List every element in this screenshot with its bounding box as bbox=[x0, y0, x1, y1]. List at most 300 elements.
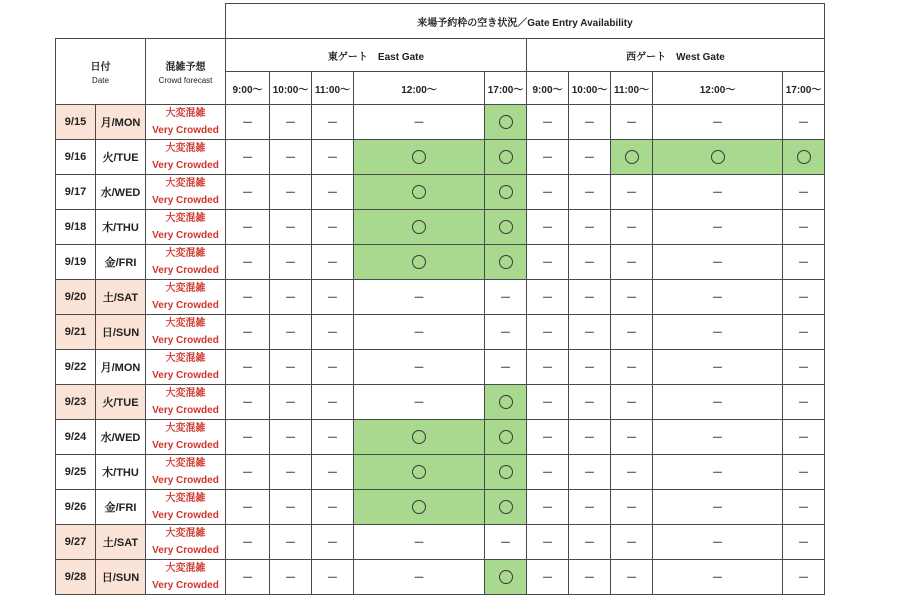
west-slot-unavailable bbox=[569, 525, 611, 560]
east-slot-unavailable bbox=[312, 350, 354, 385]
table-title: 来場予約枠の空き状況／Gate Entry Availability bbox=[226, 4, 825, 39]
west-slot-unavailable bbox=[783, 105, 825, 140]
weekday-cell: 水/WED bbox=[96, 175, 146, 210]
east-slot-unavailable bbox=[312, 525, 354, 560]
crowd-forecast-en: Very Crowded bbox=[152, 195, 219, 206]
unavailable-dash: － bbox=[798, 362, 809, 374]
unavailable-dash: － bbox=[712, 432, 723, 444]
crowd-forecast-jp: 大変混雑 bbox=[165, 563, 206, 574]
west-slot-unavailable bbox=[653, 490, 783, 525]
east-slot-available bbox=[485, 385, 527, 420]
crowd-forecast-jp: 大変混雑 bbox=[165, 248, 206, 259]
unavailable-dash: － bbox=[584, 152, 595, 164]
unavailable-dash: － bbox=[542, 502, 553, 514]
unavailable-dash: － bbox=[285, 292, 296, 304]
header-spacer bbox=[56, 4, 226, 39]
crowd-forecast-en: Very Crowded bbox=[152, 370, 219, 381]
west-slot-unavailable bbox=[653, 350, 783, 385]
available-circle-icon bbox=[499, 570, 513, 584]
east-slot-unavailable bbox=[312, 455, 354, 490]
unavailable-dash: － bbox=[500, 537, 511, 549]
east-time-slot-header: 17:00～ bbox=[485, 72, 527, 105]
east-slot-unavailable bbox=[354, 280, 485, 315]
unavailable-dash: － bbox=[413, 362, 425, 374]
east-slot-unavailable bbox=[226, 385, 270, 420]
east-slot-unavailable bbox=[226, 350, 270, 385]
crowd-forecast-cell bbox=[146, 490, 226, 525]
unavailable-dash: － bbox=[285, 362, 296, 374]
east-slot-unavailable bbox=[226, 140, 270, 175]
date-header-en: Date bbox=[92, 76, 109, 85]
unavailable-dash: － bbox=[626, 327, 637, 339]
east-slot-unavailable bbox=[270, 525, 312, 560]
unavailable-dash: － bbox=[542, 467, 553, 479]
west-slot-unavailable bbox=[611, 105, 653, 140]
table-row bbox=[56, 105, 825, 140]
east-time-slot-header: 11:00～ bbox=[312, 72, 354, 105]
crowd-forecast-jp: 大変混雑 bbox=[165, 493, 206, 504]
west-slot-unavailable bbox=[569, 315, 611, 350]
table-row bbox=[56, 280, 825, 315]
weekday-cell: 金/FRI bbox=[96, 245, 146, 280]
west-slot-unavailable bbox=[611, 315, 653, 350]
unavailable-dash: － bbox=[327, 397, 338, 409]
date-cell: 9/22 bbox=[56, 350, 96, 385]
unavailable-dash: － bbox=[285, 327, 296, 339]
west-slot-unavailable bbox=[527, 385, 569, 420]
available-circle-icon bbox=[711, 150, 725, 164]
unavailable-dash: － bbox=[285, 537, 296, 549]
crowd-forecast-en: Very Crowded bbox=[152, 230, 219, 241]
date-cell: 9/19 bbox=[56, 245, 96, 280]
east-slot-unavailable bbox=[270, 420, 312, 455]
table-row bbox=[56, 350, 825, 385]
crowd-forecast-cell bbox=[146, 385, 226, 420]
crowd-forecast-en: Very Crowded bbox=[152, 475, 219, 486]
west-slot-unavailable bbox=[653, 280, 783, 315]
unavailable-dash: － bbox=[242, 187, 253, 199]
unavailable-dash: － bbox=[413, 292, 425, 304]
west-slot-unavailable bbox=[527, 315, 569, 350]
crowd-forecast-jp: 大変混雑 bbox=[165, 213, 206, 224]
east-slot-available bbox=[485, 455, 527, 490]
west-slot-unavailable bbox=[783, 315, 825, 350]
date-cell: 9/26 bbox=[56, 490, 96, 525]
unavailable-dash: － bbox=[626, 187, 637, 199]
west-slot-unavailable bbox=[783, 560, 825, 595]
crowd-forecast-jp: 大変混雑 bbox=[165, 353, 206, 364]
crowd-forecast-en: Very Crowded bbox=[152, 265, 219, 276]
date-cell: 9/27 bbox=[56, 525, 96, 560]
weekday-cell: 月/MON bbox=[96, 350, 146, 385]
date-cell: 9/18 bbox=[56, 210, 96, 245]
unavailable-dash: － bbox=[798, 117, 809, 129]
unavailable-dash: － bbox=[413, 117, 425, 129]
unavailable-dash: － bbox=[242, 327, 253, 339]
east-slot-unavailable bbox=[270, 315, 312, 350]
west-slot-unavailable bbox=[653, 210, 783, 245]
east-slot-available bbox=[354, 245, 485, 280]
crowd-forecast-en: Very Crowded bbox=[152, 335, 219, 346]
available-circle-icon bbox=[499, 500, 513, 514]
east-slot-available bbox=[354, 455, 485, 490]
unavailable-dash: － bbox=[500, 362, 511, 374]
available-circle-icon bbox=[499, 185, 513, 199]
table-row bbox=[56, 140, 825, 175]
unavailable-dash: － bbox=[542, 222, 553, 234]
table-row bbox=[56, 245, 825, 280]
unavailable-dash: － bbox=[285, 467, 296, 479]
east-slot-unavailable bbox=[312, 175, 354, 210]
unavailable-dash: － bbox=[242, 502, 253, 514]
crowd-forecast-jp: 大変混雑 bbox=[165, 528, 206, 539]
crowd-forecast-cell bbox=[146, 105, 226, 140]
east-slot-unavailable bbox=[354, 105, 485, 140]
east-slot-unavailable bbox=[485, 315, 527, 350]
west-slot-unavailable bbox=[569, 280, 611, 315]
table-row bbox=[56, 315, 825, 350]
unavailable-dash: － bbox=[327, 467, 338, 479]
unavailable-dash: － bbox=[542, 362, 553, 374]
crowd-forecast-jp: 大変混雑 bbox=[165, 423, 206, 434]
unavailable-dash: － bbox=[242, 537, 253, 549]
unavailable-dash: － bbox=[584, 257, 595, 269]
west-slot-unavailable bbox=[653, 245, 783, 280]
east-slot-unavailable bbox=[270, 210, 312, 245]
east-slot-unavailable bbox=[485, 525, 527, 560]
west-slot-unavailable bbox=[569, 455, 611, 490]
west-slot-unavailable bbox=[611, 210, 653, 245]
east-slot-unavailable bbox=[312, 210, 354, 245]
unavailable-dash: － bbox=[542, 292, 553, 304]
unavailable-dash: － bbox=[798, 467, 809, 479]
unavailable-dash: － bbox=[242, 117, 253, 129]
unavailable-dash: － bbox=[798, 432, 809, 444]
unavailable-dash: － bbox=[413, 397, 425, 409]
east-slot-unavailable bbox=[312, 385, 354, 420]
crowd-forecast-jp: 大変混雑 bbox=[165, 143, 206, 154]
west-slot-unavailable bbox=[783, 455, 825, 490]
east-slot-unavailable bbox=[226, 525, 270, 560]
available-circle-icon bbox=[499, 430, 513, 444]
west-slot-unavailable bbox=[569, 175, 611, 210]
crowd-forecast-cell bbox=[146, 210, 226, 245]
east-slot-unavailable bbox=[312, 140, 354, 175]
table-row bbox=[56, 420, 825, 455]
west-slot-unavailable bbox=[783, 280, 825, 315]
available-circle-icon bbox=[499, 255, 513, 269]
west-slot-unavailable bbox=[569, 420, 611, 455]
unavailable-dash: － bbox=[327, 432, 338, 444]
unavailable-dash: － bbox=[542, 572, 553, 584]
east-slot-available bbox=[354, 490, 485, 525]
east-slot-unavailable bbox=[354, 315, 485, 350]
date-cell: 9/17 bbox=[56, 175, 96, 210]
unavailable-dash: － bbox=[798, 222, 809, 234]
west-slot-unavailable bbox=[653, 315, 783, 350]
unavailable-dash: － bbox=[712, 117, 723, 129]
crowd-forecast-jp: 大変混雑 bbox=[165, 178, 206, 189]
unavailable-dash: － bbox=[584, 187, 595, 199]
unavailable-dash: － bbox=[500, 327, 511, 339]
west-slot-unavailable bbox=[783, 385, 825, 420]
crowd-forecast-jp: 大変混雑 bbox=[165, 388, 206, 399]
table-row bbox=[56, 385, 825, 420]
west-slot-unavailable bbox=[527, 420, 569, 455]
west-slot-unavailable bbox=[611, 175, 653, 210]
west-slot-unavailable bbox=[611, 280, 653, 315]
crowd-forecast-jp: 大変混雑 bbox=[165, 108, 206, 119]
west-slot-unavailable bbox=[569, 210, 611, 245]
unavailable-dash: － bbox=[285, 432, 296, 444]
east-slot-unavailable bbox=[312, 245, 354, 280]
unavailable-dash: － bbox=[626, 257, 637, 269]
date-cell: 9/28 bbox=[56, 560, 96, 595]
unavailable-dash: － bbox=[327, 257, 338, 269]
available-circle-icon bbox=[412, 220, 426, 234]
west-slot-unavailable bbox=[783, 245, 825, 280]
crowd-forecast-jp: 大変混雑 bbox=[165, 283, 206, 294]
west-slot-unavailable bbox=[611, 385, 653, 420]
crowd-forecast-cell bbox=[146, 175, 226, 210]
west-slot-unavailable bbox=[611, 350, 653, 385]
east-slot-available bbox=[354, 140, 485, 175]
unavailable-dash: － bbox=[327, 152, 338, 164]
east-slot-available bbox=[485, 105, 527, 140]
west-time-slot-header: 10:00～ bbox=[569, 72, 611, 105]
east-slot-available bbox=[485, 245, 527, 280]
west-slot-unavailable bbox=[783, 350, 825, 385]
unavailable-dash: － bbox=[584, 362, 595, 374]
unavailable-dash: － bbox=[327, 362, 338, 374]
east-slot-unavailable bbox=[312, 105, 354, 140]
available-circle-icon bbox=[499, 220, 513, 234]
unavailable-dash: － bbox=[242, 467, 253, 479]
west-slot-unavailable bbox=[783, 210, 825, 245]
weekday-cell: 土/SAT bbox=[96, 280, 146, 315]
date-cell: 9/23 bbox=[56, 385, 96, 420]
east-slot-available bbox=[485, 420, 527, 455]
unavailable-dash: － bbox=[798, 187, 809, 199]
unavailable-dash: － bbox=[626, 432, 637, 444]
unavailable-dash: － bbox=[285, 502, 296, 514]
unavailable-dash: － bbox=[584, 327, 595, 339]
east-slot-unavailable bbox=[354, 525, 485, 560]
west-slot-available bbox=[783, 140, 825, 175]
west-slot-unavailable bbox=[527, 560, 569, 595]
crowd-forecast-en: Very Crowded bbox=[152, 300, 219, 311]
west-slot-unavailable bbox=[569, 560, 611, 595]
unavailable-dash: － bbox=[626, 397, 637, 409]
table-row bbox=[56, 210, 825, 245]
date-cell: 9/20 bbox=[56, 280, 96, 315]
crowd-forecast-en: Very Crowded bbox=[152, 545, 219, 556]
unavailable-dash: － bbox=[798, 397, 809, 409]
east-gate-header: 東ゲート East Gate bbox=[226, 39, 527, 72]
availability-table bbox=[55, 3, 825, 595]
unavailable-dash: － bbox=[285, 572, 296, 584]
west-slot-unavailable bbox=[569, 105, 611, 140]
east-slot-unavailable bbox=[226, 280, 270, 315]
unavailable-dash: － bbox=[712, 257, 723, 269]
west-slot-unavailable bbox=[527, 105, 569, 140]
west-slot-available bbox=[611, 140, 653, 175]
west-slot-available bbox=[653, 140, 783, 175]
east-slot-unavailable bbox=[270, 350, 312, 385]
unavailable-dash: － bbox=[798, 327, 809, 339]
east-slot-unavailable bbox=[270, 385, 312, 420]
date-cell: 9/15 bbox=[56, 105, 96, 140]
west-gate-header: 西ゲート West Gate bbox=[527, 39, 825, 72]
east-slot-unavailable bbox=[485, 350, 527, 385]
table-row bbox=[56, 525, 825, 560]
east-time-slot-header: 9:00～ bbox=[226, 72, 270, 105]
unavailable-dash: － bbox=[542, 432, 553, 444]
east-slot-available bbox=[485, 560, 527, 595]
unavailable-dash: － bbox=[584, 397, 595, 409]
east-slot-unavailable bbox=[312, 280, 354, 315]
unavailable-dash: － bbox=[327, 187, 338, 199]
east-slot-available bbox=[485, 210, 527, 245]
weekday-cell: 火/TUE bbox=[96, 385, 146, 420]
unavailable-dash: － bbox=[584, 117, 595, 129]
west-slot-unavailable bbox=[527, 350, 569, 385]
east-slot-unavailable bbox=[226, 490, 270, 525]
east-slot-unavailable bbox=[270, 490, 312, 525]
unavailable-dash: － bbox=[242, 432, 253, 444]
available-circle-icon bbox=[412, 255, 426, 269]
west-slot-unavailable bbox=[783, 420, 825, 455]
crowd-header-en: Crowd forecast bbox=[158, 76, 213, 85]
west-slot-unavailable bbox=[569, 490, 611, 525]
unavailable-dash: － bbox=[712, 187, 723, 199]
east-slot-available bbox=[485, 140, 527, 175]
available-circle-icon bbox=[412, 430, 426, 444]
weekday-cell: 水/WED bbox=[96, 420, 146, 455]
west-time-slot-header: 12:00～ bbox=[653, 72, 783, 105]
unavailable-dash: － bbox=[542, 152, 553, 164]
west-slot-unavailable bbox=[527, 525, 569, 560]
crowd-forecast-en: Very Crowded bbox=[152, 510, 219, 521]
west-slot-unavailable bbox=[569, 385, 611, 420]
east-slot-unavailable bbox=[270, 140, 312, 175]
unavailable-dash: － bbox=[285, 397, 296, 409]
east-slot-available bbox=[354, 210, 485, 245]
east-slot-unavailable bbox=[312, 560, 354, 595]
west-time-slot-header: 17:00～ bbox=[783, 72, 825, 105]
west-slot-unavailable bbox=[783, 175, 825, 210]
west-slot-unavailable bbox=[569, 350, 611, 385]
unavailable-dash: － bbox=[712, 572, 723, 584]
weekday-cell: 木/THU bbox=[96, 210, 146, 245]
east-slot-unavailable bbox=[312, 490, 354, 525]
west-slot-unavailable bbox=[527, 140, 569, 175]
unavailable-dash: － bbox=[500, 292, 511, 304]
crowd-header-jp: 混雑予想 bbox=[165, 62, 206, 73]
east-slot-unavailable bbox=[226, 315, 270, 350]
crowd-forecast-cell bbox=[146, 140, 226, 175]
unavailable-dash: － bbox=[626, 502, 637, 514]
east-slot-unavailable bbox=[226, 560, 270, 595]
east-slot-unavailable bbox=[312, 420, 354, 455]
east-slot-unavailable bbox=[354, 560, 485, 595]
unavailable-dash: － bbox=[584, 467, 595, 479]
crowd-forecast-cell bbox=[146, 525, 226, 560]
east-slot-unavailable bbox=[226, 175, 270, 210]
unavailable-dash: － bbox=[327, 292, 338, 304]
west-slot-unavailable bbox=[611, 560, 653, 595]
available-circle-icon bbox=[412, 185, 426, 199]
date-header-jp: 日付 bbox=[90, 62, 111, 73]
unavailable-dash: － bbox=[712, 537, 723, 549]
crowd-forecast-cell bbox=[146, 560, 226, 595]
east-slot-available bbox=[354, 175, 485, 210]
west-slot-unavailable bbox=[783, 525, 825, 560]
available-circle-icon bbox=[499, 150, 513, 164]
unavailable-dash: － bbox=[327, 572, 338, 584]
unavailable-dash: － bbox=[413, 572, 425, 584]
unavailable-dash: － bbox=[542, 537, 553, 549]
east-slot-unavailable bbox=[226, 210, 270, 245]
unavailable-dash: － bbox=[712, 362, 723, 374]
crowd-column-header bbox=[146, 39, 226, 105]
crowd-forecast-cell bbox=[146, 245, 226, 280]
crowd-forecast-cell bbox=[146, 280, 226, 315]
availability-sheet bbox=[55, 3, 825, 595]
unavailable-dash: － bbox=[542, 327, 553, 339]
unavailable-dash: － bbox=[626, 467, 637, 479]
unavailable-dash: － bbox=[712, 327, 723, 339]
unavailable-dash: － bbox=[798, 257, 809, 269]
available-circle-icon bbox=[412, 150, 426, 164]
east-slot-unavailable bbox=[226, 455, 270, 490]
available-circle-icon bbox=[499, 395, 513, 409]
unavailable-dash: － bbox=[584, 432, 595, 444]
unavailable-dash: － bbox=[542, 397, 553, 409]
weekday-cell: 日/SUN bbox=[96, 315, 146, 350]
west-slot-unavailable bbox=[653, 455, 783, 490]
east-slot-unavailable bbox=[270, 455, 312, 490]
west-slot-unavailable bbox=[527, 210, 569, 245]
unavailable-dash: － bbox=[242, 222, 253, 234]
table-row bbox=[56, 560, 825, 595]
weekday-cell: 土/SAT bbox=[96, 525, 146, 560]
west-slot-unavailable bbox=[611, 490, 653, 525]
unavailable-dash: － bbox=[285, 222, 296, 234]
crowd-forecast-en: Very Crowded bbox=[152, 405, 219, 416]
east-slot-unavailable bbox=[270, 280, 312, 315]
west-slot-unavailable bbox=[653, 420, 783, 455]
crowd-forecast-jp: 大変混雑 bbox=[165, 458, 206, 469]
crowd-forecast-cell bbox=[146, 315, 226, 350]
unavailable-dash: － bbox=[242, 292, 253, 304]
weekday-cell: 月/MON bbox=[96, 105, 146, 140]
west-slot-unavailable bbox=[653, 525, 783, 560]
unavailable-dash: － bbox=[413, 537, 425, 549]
date-cell: 9/16 bbox=[56, 140, 96, 175]
west-slot-unavailable bbox=[611, 525, 653, 560]
west-slot-unavailable bbox=[611, 245, 653, 280]
unavailable-dash: － bbox=[285, 117, 296, 129]
unavailable-dash: － bbox=[798, 292, 809, 304]
east-slot-available bbox=[354, 420, 485, 455]
weekday-cell: 木/THU bbox=[96, 455, 146, 490]
unavailable-dash: － bbox=[242, 362, 253, 374]
available-circle-icon bbox=[499, 115, 513, 129]
available-circle-icon bbox=[412, 465, 426, 479]
unavailable-dash: － bbox=[327, 327, 338, 339]
unavailable-dash: － bbox=[242, 257, 253, 269]
